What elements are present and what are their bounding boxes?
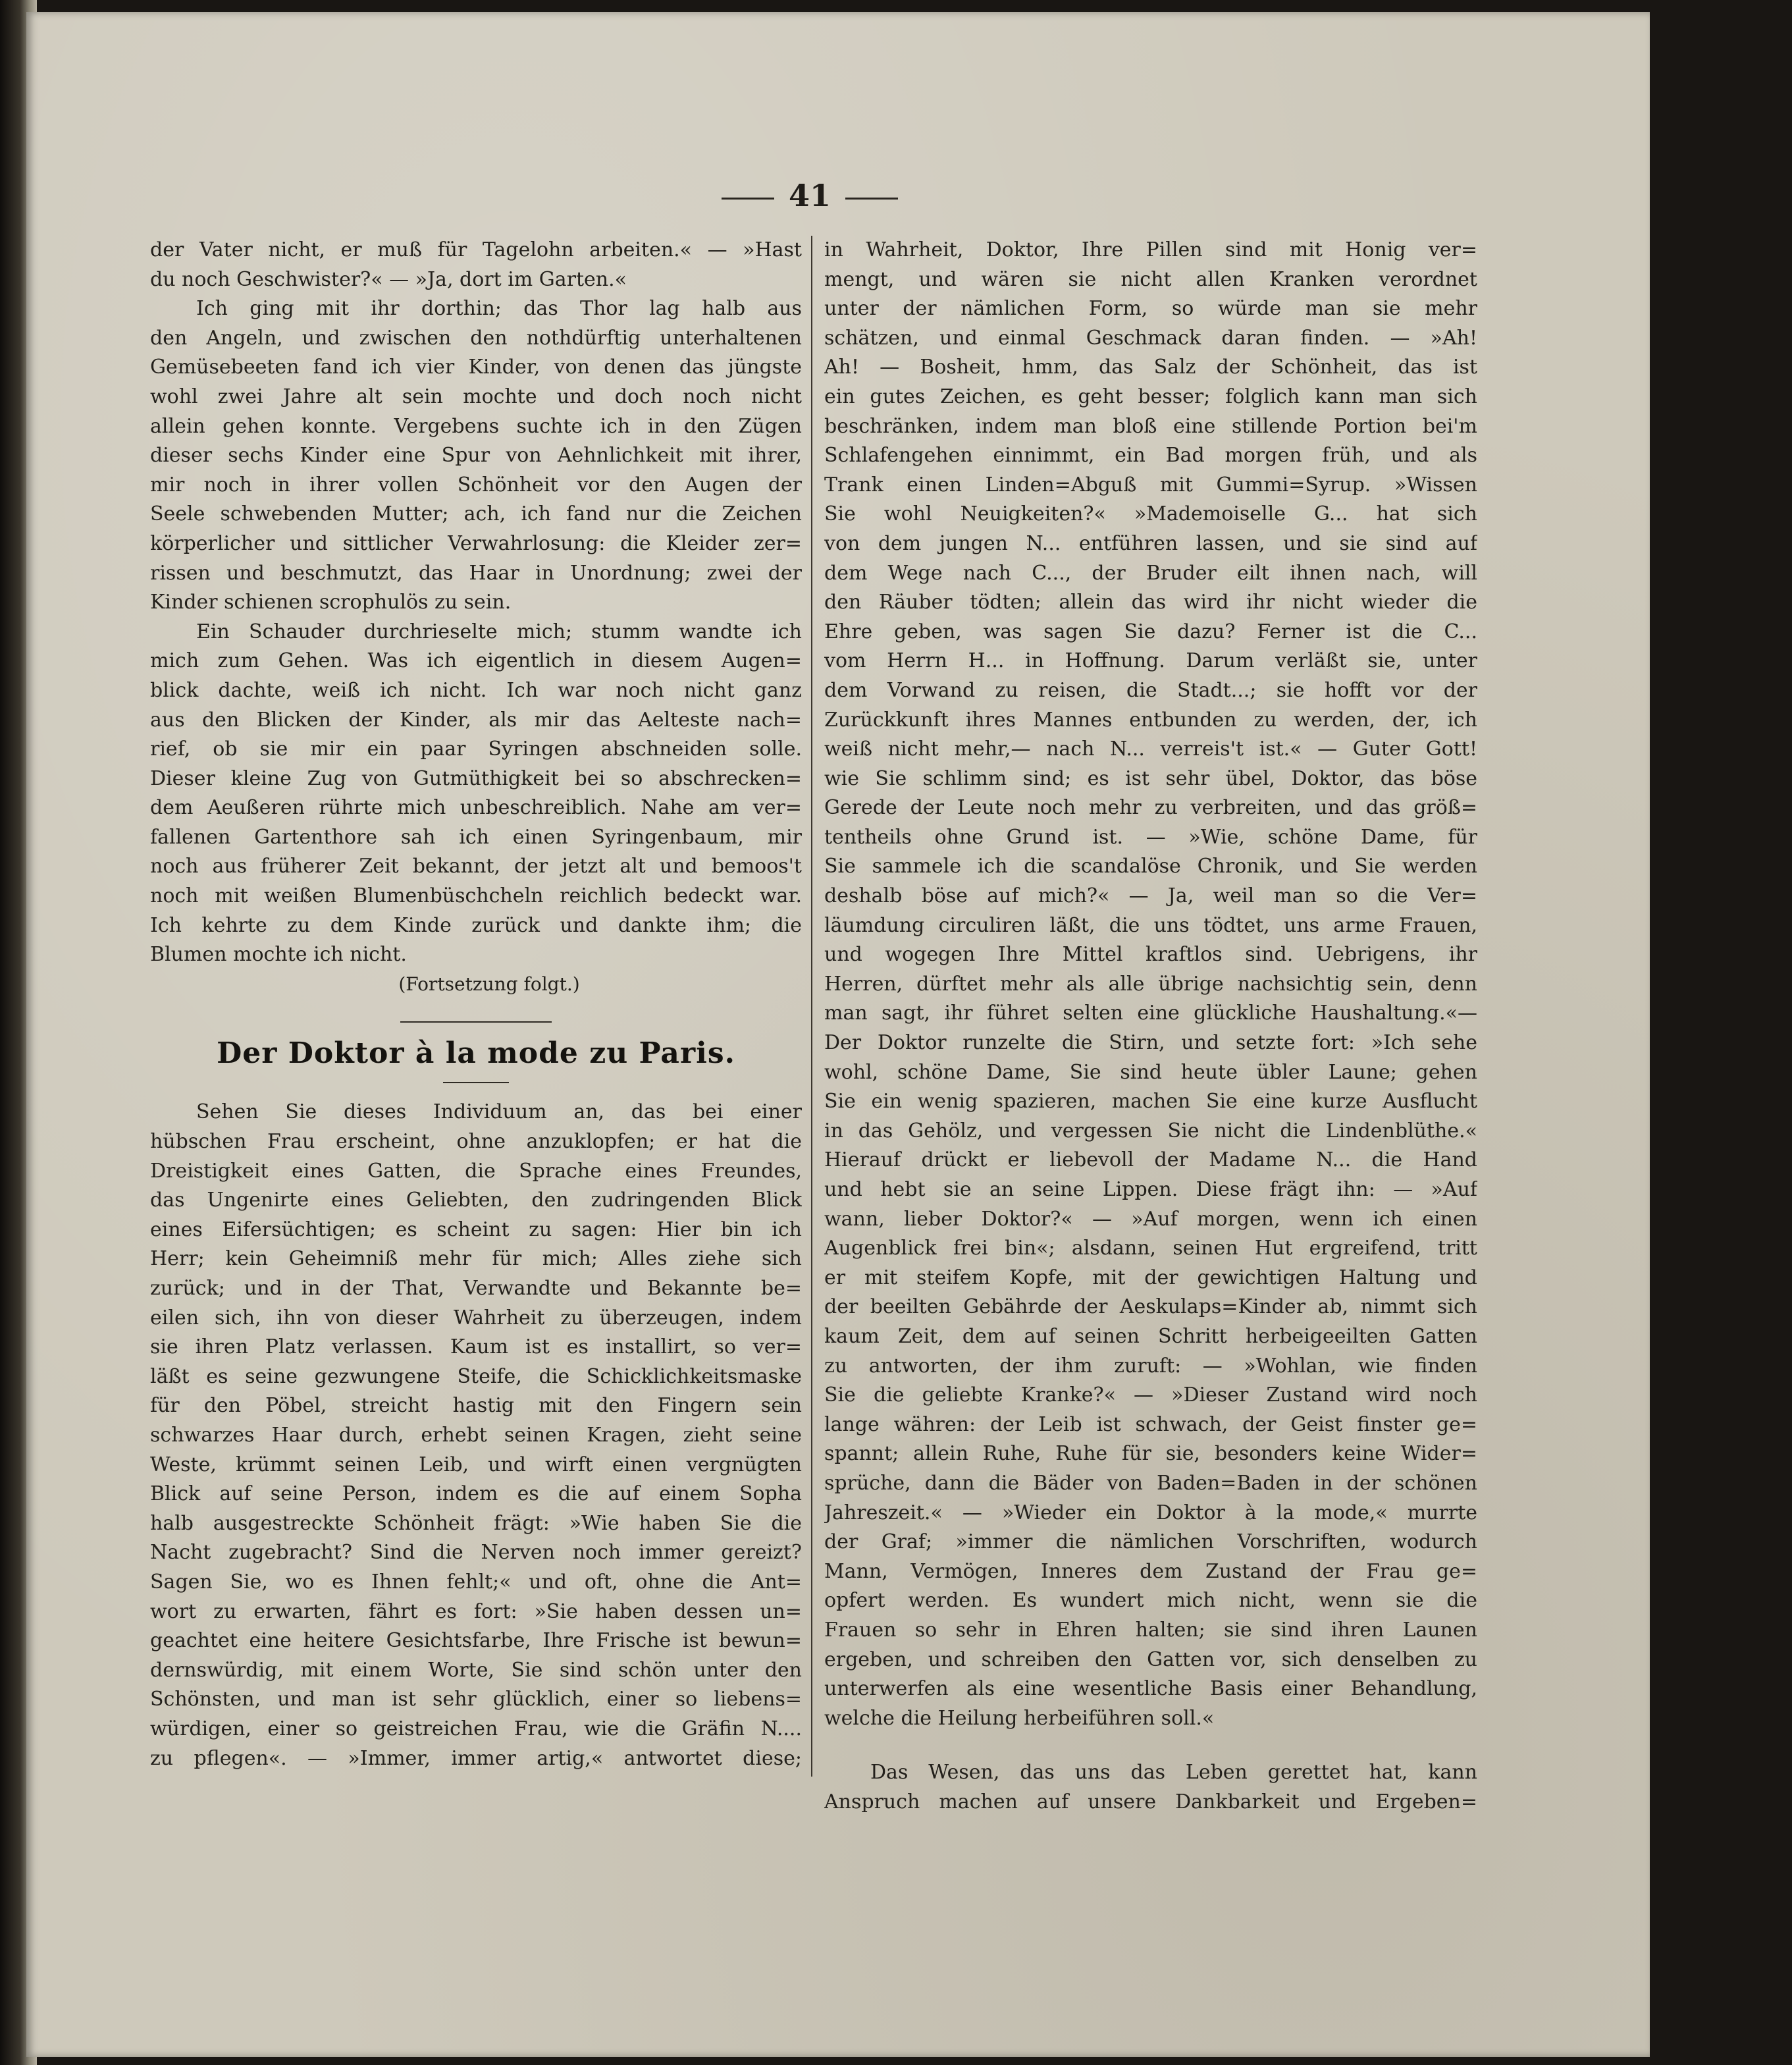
- text-line: Sie wohl Neuigkeiten?« »Mademoiselle G... hat sich: [824, 502, 1477, 526]
- article-title: Der Doktor à la mode zu Paris.: [217, 1036, 735, 1071]
- page-number: 41: [788, 178, 831, 213]
- text-line: schätzen, und einmal Geschmack daran finden. — »Ah!: [824, 326, 1477, 350]
- text-line: der beeilten Gebährde der Aeskulaps=Kinder ab, nimmt sich: [824, 1295, 1477, 1319]
- text-line: Ehre geben, was sagen Sie dazu? Ferner ist die C...: [824, 620, 1477, 643]
- text-line: von dem jungen N... entführen lassen, und sie sind auf: [824, 531, 1477, 555]
- text-line: dem Aeußeren rührte mich unbeschreiblich. Nahe am ver=: [150, 796, 802, 820]
- text-line: Anspruch machen auf unsere Dankbarkeit und Ergeben=: [824, 1790, 1477, 1813]
- text-line: er mit steifem Kopfe, mit der gewichtigen Haltung und: [824, 1266, 1477, 1289]
- text-line: wann, lieber Doktor?« — »Auf morgen, wenn ich einen: [824, 1207, 1477, 1231]
- text-line: man sagt, ihr führet selten eine glückliche Haushaltung.«—: [824, 1002, 1477, 1025]
- text-line: weiß nicht mehr,— nach N... verreis't ist.« — Guter Gott!: [824, 738, 1477, 761]
- text-line: wohl, schöne Dame, Sie sind heute übler Laune; gehen: [824, 1060, 1477, 1084]
- text-line: halb ausgestreckte Schönheit frägt: »Wie haben Sie die: [150, 1511, 802, 1535]
- paragraph-first-line: Das Wesen, das uns das Leben gerettet hat, kann: [870, 1761, 1477, 1784]
- text-line: zu antworten, der ihm zuruft: — »Wohlan, wie finden: [824, 1354, 1477, 1378]
- text-line: wort zu erwarten, fährt es fort: »Sie haben dessen un=: [150, 1599, 802, 1623]
- text-line: Mann, Vermögen, Inneres dem Zustand der Frau ge=: [824, 1559, 1477, 1583]
- text-line: und wogegen Ihre Mittel kraftlos sind. Uebrigens, ihr: [824, 943, 1477, 967]
- title-underline: [443, 1082, 509, 1083]
- text-line: rief, ob sie mir ein paar Syringen abschneiden solle.: [150, 738, 802, 761]
- text-line: körperlicher und sittlicher Verwahrlosung: die Kleider zer=: [150, 531, 802, 555]
- text-line: Jahreszeit.« — »Wieder ein Doktor à la mode,« murrte: [824, 1501, 1477, 1524]
- text-line: Gemüsebeeten fand ich vier Kinder, von denen das jüngste: [150, 356, 802, 379]
- text-line: eilen sich, ihn von dieser Wahrheit zu überzeugen, indem: [150, 1306, 802, 1329]
- text-line: den Angeln, und zwischen den nothdürftig unterhaltenen: [150, 326, 802, 350]
- text-line: und hebt sie an seine Lippen. Diese frägt ihn: — »Auf: [824, 1178, 1477, 1201]
- text-line: ein gutes Zeichen, es geht besser; folglich kann man sich: [824, 385, 1477, 408]
- paragraph-first-line: Ein Schauder durchrieselte mich; stumm wandte ich: [196, 620, 802, 643]
- text-line: sie ihren Platz verlassen. Kaum ist es installirt, so ver=: [150, 1335, 802, 1359]
- text-line: geachtet eine heitere Gesichtsfarbe, Ihre Frische ist bewun=: [150, 1629, 802, 1653]
- text-line: Ah! — Bosheit, hmm, das Salz der Schönheit, das ist: [824, 356, 1477, 379]
- text-line: der Vater nicht, er muß für Tagelohn arbeiten.« — »Hast: [150, 238, 802, 261]
- text-line: für den Pöbel, streicht hastig mit den Fingern sein: [150, 1394, 802, 1418]
- text-line: unter der nämlichen Form, so würde man sie mehr: [824, 297, 1477, 321]
- text-line: tentheils ohne Grund ist. — »Wie, schöne Dame, für: [824, 825, 1477, 849]
- text-line: Seele schwebenden Mutter; ach, ich fand nur die Zeichen: [150, 502, 802, 526]
- text-line: Herren, dürftet mehr als alle übrige nachsichtig sein, denn: [824, 972, 1477, 996]
- text-line: opfert werden. Es wundert mich nicht, wenn sie die: [824, 1589, 1477, 1613]
- text-line: ergeben, und schreiben den Gatten vor, sich denselben zu: [824, 1648, 1477, 1671]
- text-line: der Graf; »immer die nämlichen Vorschriften, wodurch: [824, 1530, 1477, 1554]
- text-line: mir noch in ihrer vollen Schönheit vor den Augen der: [150, 473, 802, 496]
- section-divider: [400, 1021, 552, 1023]
- text-line: Sie sammele ich die scandalöse Chronik, und Sie werden: [824, 855, 1477, 878]
- text-line: vom Herrn H... in Hoffnung. Darum verläßt sie, unter: [824, 649, 1477, 673]
- text-line: eines Eifersüchtigen; es scheint zu sagen: Hier bin ich: [150, 1218, 802, 1241]
- paragraph-gap: [824, 1733, 1477, 1758]
- text-line: allein gehen konnte. Vergebens suchte ich in den Zügen: [150, 414, 802, 438]
- text-line: Gerede der Leute noch mehr zu verbreiten, und das größ=: [824, 796, 1477, 820]
- text-line: dieser sechs Kinder eine Spur von Aehnlichkeit mit ihrer,: [150, 444, 802, 468]
- text-line: Blick auf seine Person, indem es die auf einem Sopha: [150, 1482, 802, 1506]
- text-line: dem Vorwand zu reisen, die Stadt...; sie hofft vor der: [824, 678, 1477, 702]
- text-line: aus den Blicken der Kinder, als mir das Aelteste nach=: [150, 708, 802, 732]
- right-column: [824, 236, 1477, 1817]
- text-line: kaum Zeit, dem auf seinen Schritt herbeigeeilten Gatten: [824, 1324, 1477, 1348]
- text-line: Herr; kein Geheimniß mehr für mich; Alles ziehe sich: [150, 1247, 802, 1271]
- text-line: den Räuber tödten; allein das wird ihr nicht wieder die: [824, 591, 1477, 614]
- paragraph-first-line: Ich ging mit ihr dorthin; das Thor lag halb aus: [196, 297, 802, 321]
- text-line: Zurückkunft ihres Mannes entbunden zu werden, der, ich: [824, 708, 1477, 732]
- header-rule-left: [722, 198, 774, 200]
- text-line: dernswürdig, mit einem Worte, Sie sind schön unter den: [150, 1658, 802, 1682]
- text-line: Dieser kleine Zug von Gutmüthigkeit bei so abschrecken=: [150, 766, 802, 790]
- text-line: Kinder schienen scrophulös zu sein.: [150, 591, 512, 614]
- text-line: deshalb böse auf mich?« — Ja, weil man so die Ver=: [824, 884, 1477, 908]
- text-line: läßt es seine gezwungene Steife, die Schicklichkeitsmaske: [150, 1364, 802, 1388]
- text-line: Dreistigkeit eines Gatten, die Sprache eines Freundes,: [150, 1159, 802, 1183]
- text-line: rissen und beschmutzt, das Haar in Unordnung; zwei der: [150, 561, 802, 585]
- text-line: mengt, und wären sie nicht allen Kranken verordnet: [824, 267, 1477, 291]
- text-line: schwarzes Haar durch, erhebt seinen Kragen, zieht seine: [150, 1423, 802, 1447]
- text-line: würdigen, einer so geistreichen Frau, wie die Gräfin N....: [150, 1717, 802, 1740]
- text-line: Blumen mochte ich nicht.: [150, 943, 407, 967]
- text-line: das Ungenirte eines Geliebten, den zudringenden Blick: [150, 1189, 802, 1212]
- text-line: Trank einen Linden=Abguß mit Gummi=Syrup. »Wissen: [824, 473, 1477, 496]
- text-line: Augenblick frei bin«; alsdann, seinen Hut ergreifend, tritt: [824, 1237, 1477, 1260]
- text-line: blick dachte, weiß ich nicht. Ich war noch nicht ganz: [150, 678, 802, 702]
- text-line: wohl zwei Jahre alt sein mochte und doch noch nicht: [150, 385, 802, 408]
- continuation-note: (Fortsetzung folgt.): [398, 973, 580, 995]
- text-line: noch mit weißen Blumenbüschcheln reichlich bedeckt war.: [150, 884, 802, 908]
- text-line: dem Wege nach C..., der Bruder eilt ihnen nach, will: [824, 561, 1477, 585]
- text-line: mich zum Gehen. Was ich eigentlich in diesem Augen=: [150, 649, 802, 673]
- text-line: Sie ein wenig spazieren, machen Sie eine kurze Ausflucht: [824, 1090, 1477, 1113]
- text-line: Sie die geliebte Kranke?« — »Dieser Zustand wird noch: [824, 1383, 1477, 1407]
- text-line: unterwerfen als eine wesentliche Basis einer Behandlung,: [824, 1677, 1477, 1701]
- header-rule-right: [845, 198, 898, 200]
- text-line: Hierauf drückt er liebevoll der Madame N... die Hand: [824, 1148, 1477, 1172]
- text-line: Schönsten, und man ist sehr glücklich, einer so liebens=: [150, 1688, 802, 1711]
- text-line: du noch Geschwister?« — »Ja, dort im Garten.«: [150, 267, 627, 291]
- column-divider: [811, 236, 812, 1777]
- text-line: in das Gehölz, und vergessen Sie nicht die Lindenblüthe.«: [824, 1119, 1477, 1142]
- text-line: wie Sie schlimm sind; es ist sehr übel, Doktor, das böse: [824, 766, 1477, 790]
- text-line: Weste, krümmt seinen Leib, und wirft einen vergnügten: [150, 1453, 802, 1476]
- page-header: [704, 178, 915, 213]
- text-line: sprüche, dann die Bäder von Baden=Baden in der schönen: [824, 1471, 1477, 1495]
- text-line: Nacht zugebracht? Sind die Nerven noch immer gereizt?: [150, 1541, 802, 1565]
- text-line: lange währen: der Leib ist schwach, der Geist finster ge=: [824, 1412, 1477, 1436]
- text-line: Frauen so sehr in Ehren halten; sie sind ihren Launen: [824, 1618, 1477, 1642]
- text-line: welche die Heilung herbeiführen soll.«: [824, 1706, 1215, 1730]
- text-line: fallenen Gartenthore sah ich einen Syringenbaum, mir: [150, 825, 802, 849]
- book-page: [26, 12, 1650, 2057]
- text-line: Ich kehrte zu dem Kinde zurück und dankte ihm; die: [150, 913, 802, 937]
- text-line: läumdung circuliren läßt, die uns tödtet, uns arme Frauen,: [824, 913, 1477, 937]
- text-line: Schlafengehen einnimmt, ein Bad morgen früh, und als: [824, 444, 1477, 468]
- text-line: in Wahrheit, Doktor, Ihre Pillen sind mit Honig ver=: [824, 238, 1477, 261]
- paragraph-first-line: Sehen Sie dieses Individuum an, das bei einer: [196, 1100, 802, 1124]
- text-line: noch aus früherer Zeit bekannt, der jetzt alt und bemoos't: [150, 855, 802, 878]
- text-line: hübschen Frau erscheint, ohne anzuklopfen; er hat die: [150, 1130, 802, 1154]
- text-line: Sagen Sie, wo es Ihnen fehlt;« und oft, ohne die Ant=: [150, 1570, 802, 1594]
- text-line: zu pflegen«. — »Immer, immer artig,« antwortet diese;: [150, 1746, 802, 1770]
- text-line: zurück; und in der That, Verwandte und Bekannte be=: [150, 1277, 802, 1300]
- text-line: beschränken, indem man bloß eine stillende Portion bei'm: [824, 414, 1477, 438]
- text-line: spannt; allein Ruhe, Ruhe für sie, besonders keine Wider=: [824, 1442, 1477, 1466]
- left-column: [150, 236, 802, 1773]
- text-line: Der Doktor runzelte die Stirn, und setzte fort: »Ich sehe: [824, 1031, 1477, 1055]
